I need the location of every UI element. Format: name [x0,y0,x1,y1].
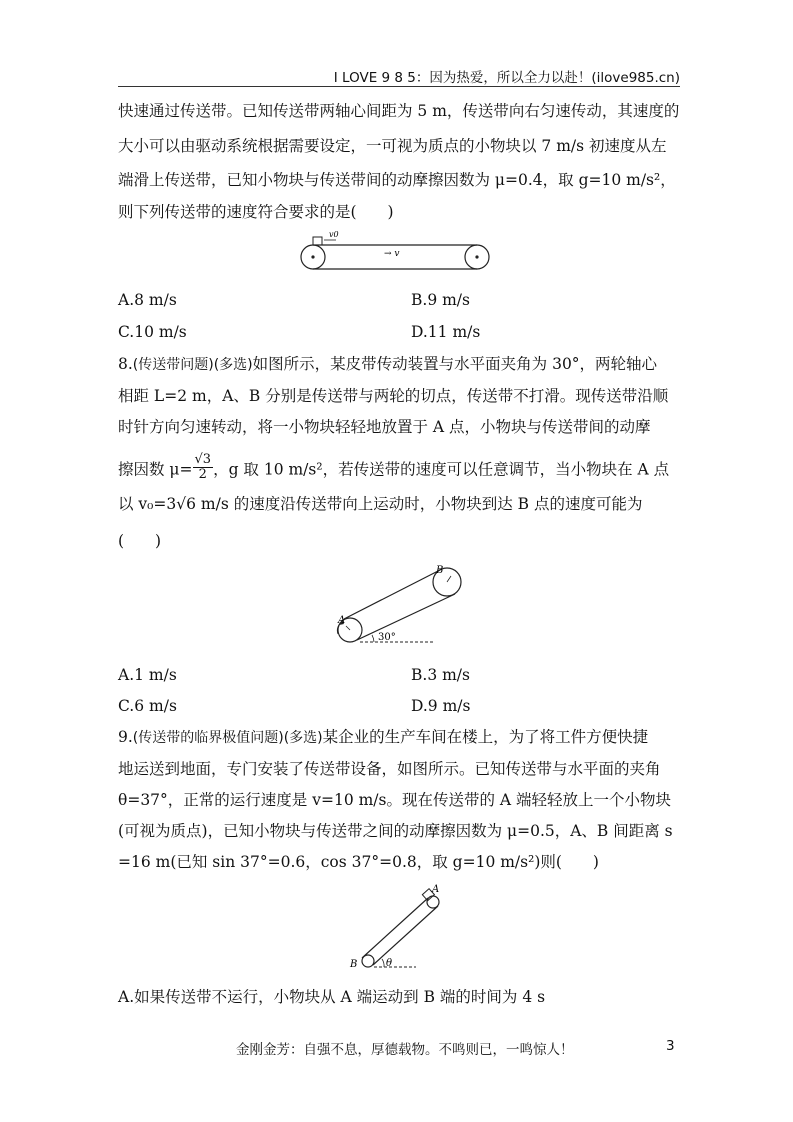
q9-incline-conveyor-figure [344,882,444,972]
q8-label-a: A [338,615,346,626]
q9-tag: (传送带的临界极值问题)(多选) [132,730,323,746]
q7-option-d[interactable]: D.11 m/s [411,323,481,341]
q8-line-1-text: 如图所示，某皮带传动装置与水平面夹角为 30°，两轮轴心 [252,355,658,373]
q9-line-5: =16 m(已知 sin 37°=0.6，cos 37°=0.8，取 g=10 m/s²)则( ) [118,853,599,871]
q9-line-2: 地运送到地面，专门安装了传送带设备，如图所示。已知传送带与水平面的夹角 [118,760,661,778]
header-text: I LOVE 9 8 5：因为热爱，所以全力以赴！(ilove985.cn) [333,70,680,86]
mu-fraction [193,453,214,482]
q8-line-4 [118,452,670,485]
q8-option-a[interactable]: A.1 m/s [118,666,177,684]
q8-line-3: 时针方向匀速转动，将一小物块轻轻地放置于 A 点，小物块与传送带间的动摩 [118,418,651,436]
q7-v-label: → v [384,249,400,259]
q8-option-c[interactable]: C.6 m/s [118,697,177,715]
q7-v0-label: v0 [329,230,339,239]
q9-line-3: θ=37°，正常的运行速度是 v=10 m/s。现在传送带的 A 端轻轻放上一个小物块 [118,791,672,809]
q7-option-c[interactable]: C.10 m/s [118,323,187,341]
q8-line-1 [118,354,657,375]
page-number: 3 [666,1038,675,1054]
q9-label-a: A [432,884,440,895]
q7-line-3: 端滑上传送带，已知小物块与传送带间的动摩擦因数为 μ=0.4，取 g=10 m/s²， [118,171,676,189]
q9-line-4: (可视为质点)，已知小物块与传送带之间的动摩擦因数为 μ=0.5，A、B 间距离 s [118,822,673,840]
q8-option-b[interactable]: B.3 m/s [411,666,470,684]
q8-option-d[interactable]: D.9 m/s [411,697,471,715]
q7-option-b[interactable]: B.9 m/s [411,291,470,309]
q9-line-1-text: 某企业的生产车间在楼上，为了将工件方便快捷 [322,728,649,746]
mu-fraction-denominator: 2 [198,467,207,482]
footer-motto: 金刚金芳：自强不息，厚德载物。不鸣则已，一鸣惊人！ [236,1042,574,1058]
q7-conveyor-figure [298,228,492,274]
q8-incline-conveyor-figure [330,560,480,652]
q8-angle-label: 30° [378,632,396,643]
q8-line-5: 以 v₀=3√6 m/s 的速度沿传送带向上运动时，小物块到达 B 点的速度可能为 [118,495,643,513]
q8-line-4-post: ，g 取 10 m/s²，若传送带的速度可以任意调节，当小物块在 A 点 [213,460,670,479]
q7-line-2: 大小可以由驱动系统根据需要设定，一可视为质点的小物块以 7 m/s 初速度从左 [118,137,667,155]
q9-number: 9. [118,728,133,746]
q8-number: 8. [118,355,133,373]
q8-tag: (传送带问题)(多选) [132,357,253,373]
q7-line-4: 则下列传送带的速度符合要求的是( ) [118,203,394,221]
q9-label-b: B [350,959,358,970]
q8-line-4-pre: 擦因数 μ= [118,460,193,479]
q9-line-1 [118,727,648,748]
page-header [118,62,680,87]
q9-angle-label: θ [386,958,393,969]
q9-option-a[interactable]: A.如果传送带不运行，小物块从 A 端运动到 B 端的时间为 4 s [118,988,546,1006]
mu-fraction-numerator: √3 [194,452,212,467]
q7-line-1: 快速通过传送带。已知传送带两轴心间距为 5 m，传送带向右匀速传动，其速度的 [118,102,680,120]
q8-line-2: 相距 L=2 m，A、B 分别是传送带与两轮的切点，传送带不打滑。现传送带沿顺 [118,387,669,405]
q7-option-a[interactable]: A.8 m/s [118,291,177,309]
q8-label-b: B [436,565,444,576]
q8-line-6: ( ) [118,532,162,550]
